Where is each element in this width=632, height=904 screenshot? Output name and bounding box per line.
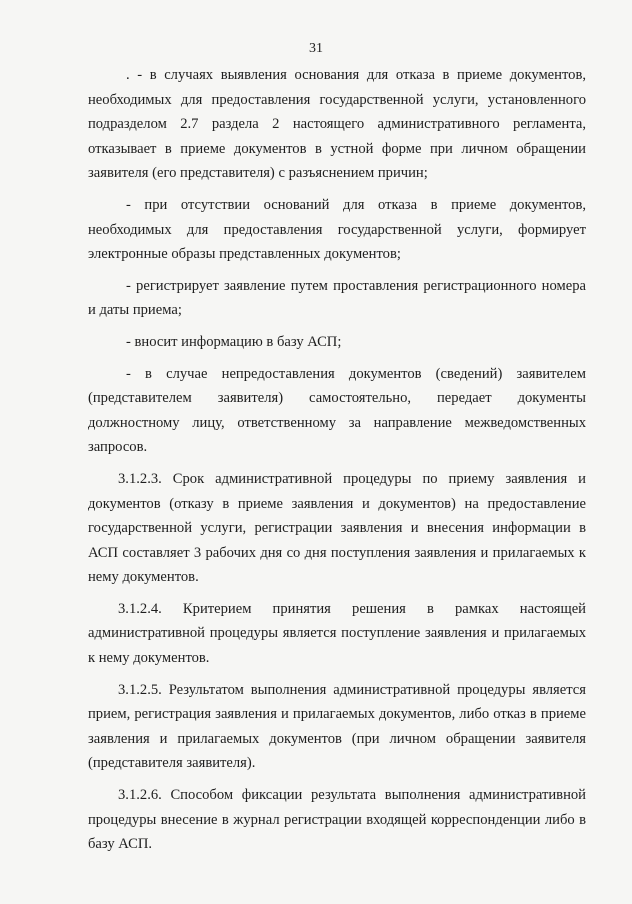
paragraph-3-1-2-6: 3.1.2.6. Способом фиксации результата выполнения административной процедуры внесение в журнал регистрации входящей корреспонденции либо в базу АСП. [88, 787, 586, 853]
page-number: 31 [309, 41, 323, 56]
paragraph-refusal-reasons: . - в случаях выявления основания для отказа в приеме документов, необходимых для предоставления государственной услуги, установленного подразделом 2.7 раздела 2 настоящего административного регламента, отказывает в приеме документов в устной форме при личном обращении заявителя (его представителя) с разъяснением причин; [88, 67, 586, 182]
paragraph-3-1-2-3: 3.1.2.3. Срок административной процедуры по приему заявления и документов (отказу в приеме заявления и документов) на предоставление государственной услуги, регистрации заявления и внесения информации в АСП составляет 3 рабочих дня со дня поступления заявления и прилагаемых к нему документов. [88, 470, 586, 586]
paragraph-interagency-requests: - в случае непредоставления документов (сведений) заявителем (представителем заявителя) самостоятельно, передает документы должностному лицу, ответственному за направление межведомственных запросов. [88, 365, 586, 456]
paragraph-registration: - регистрирует заявление путем проставления регистрационного номера и даты приема; [88, 277, 586, 319]
paragraph-no-refusal-grounds: - при отсутствии оснований для отказа в приеме документов, необходимых для предоставления государственной услуги, формирует электронные образы представленных документов; [88, 196, 586, 263]
paragraph-asp-entry: - вносит информацию в базу АСП; [126, 333, 342, 350]
paragraph-3-1-2-5: 3.1.2.5. Результатом выполнения административной процедуры является прием, регистрация заявления и прилагаемых документов, либо отказ в приеме заявления и прилагаемых документов (при личном обращении заявителя (представителя заявителя). [88, 681, 586, 772]
document-body [88, 63, 586, 857]
paragraph-3-1-2-4: 3.1.2.4. Критерием принятия решения в рамках настоящей административной процедуры является поступление заявления и прилагаемых к нему документов. [88, 600, 586, 667]
